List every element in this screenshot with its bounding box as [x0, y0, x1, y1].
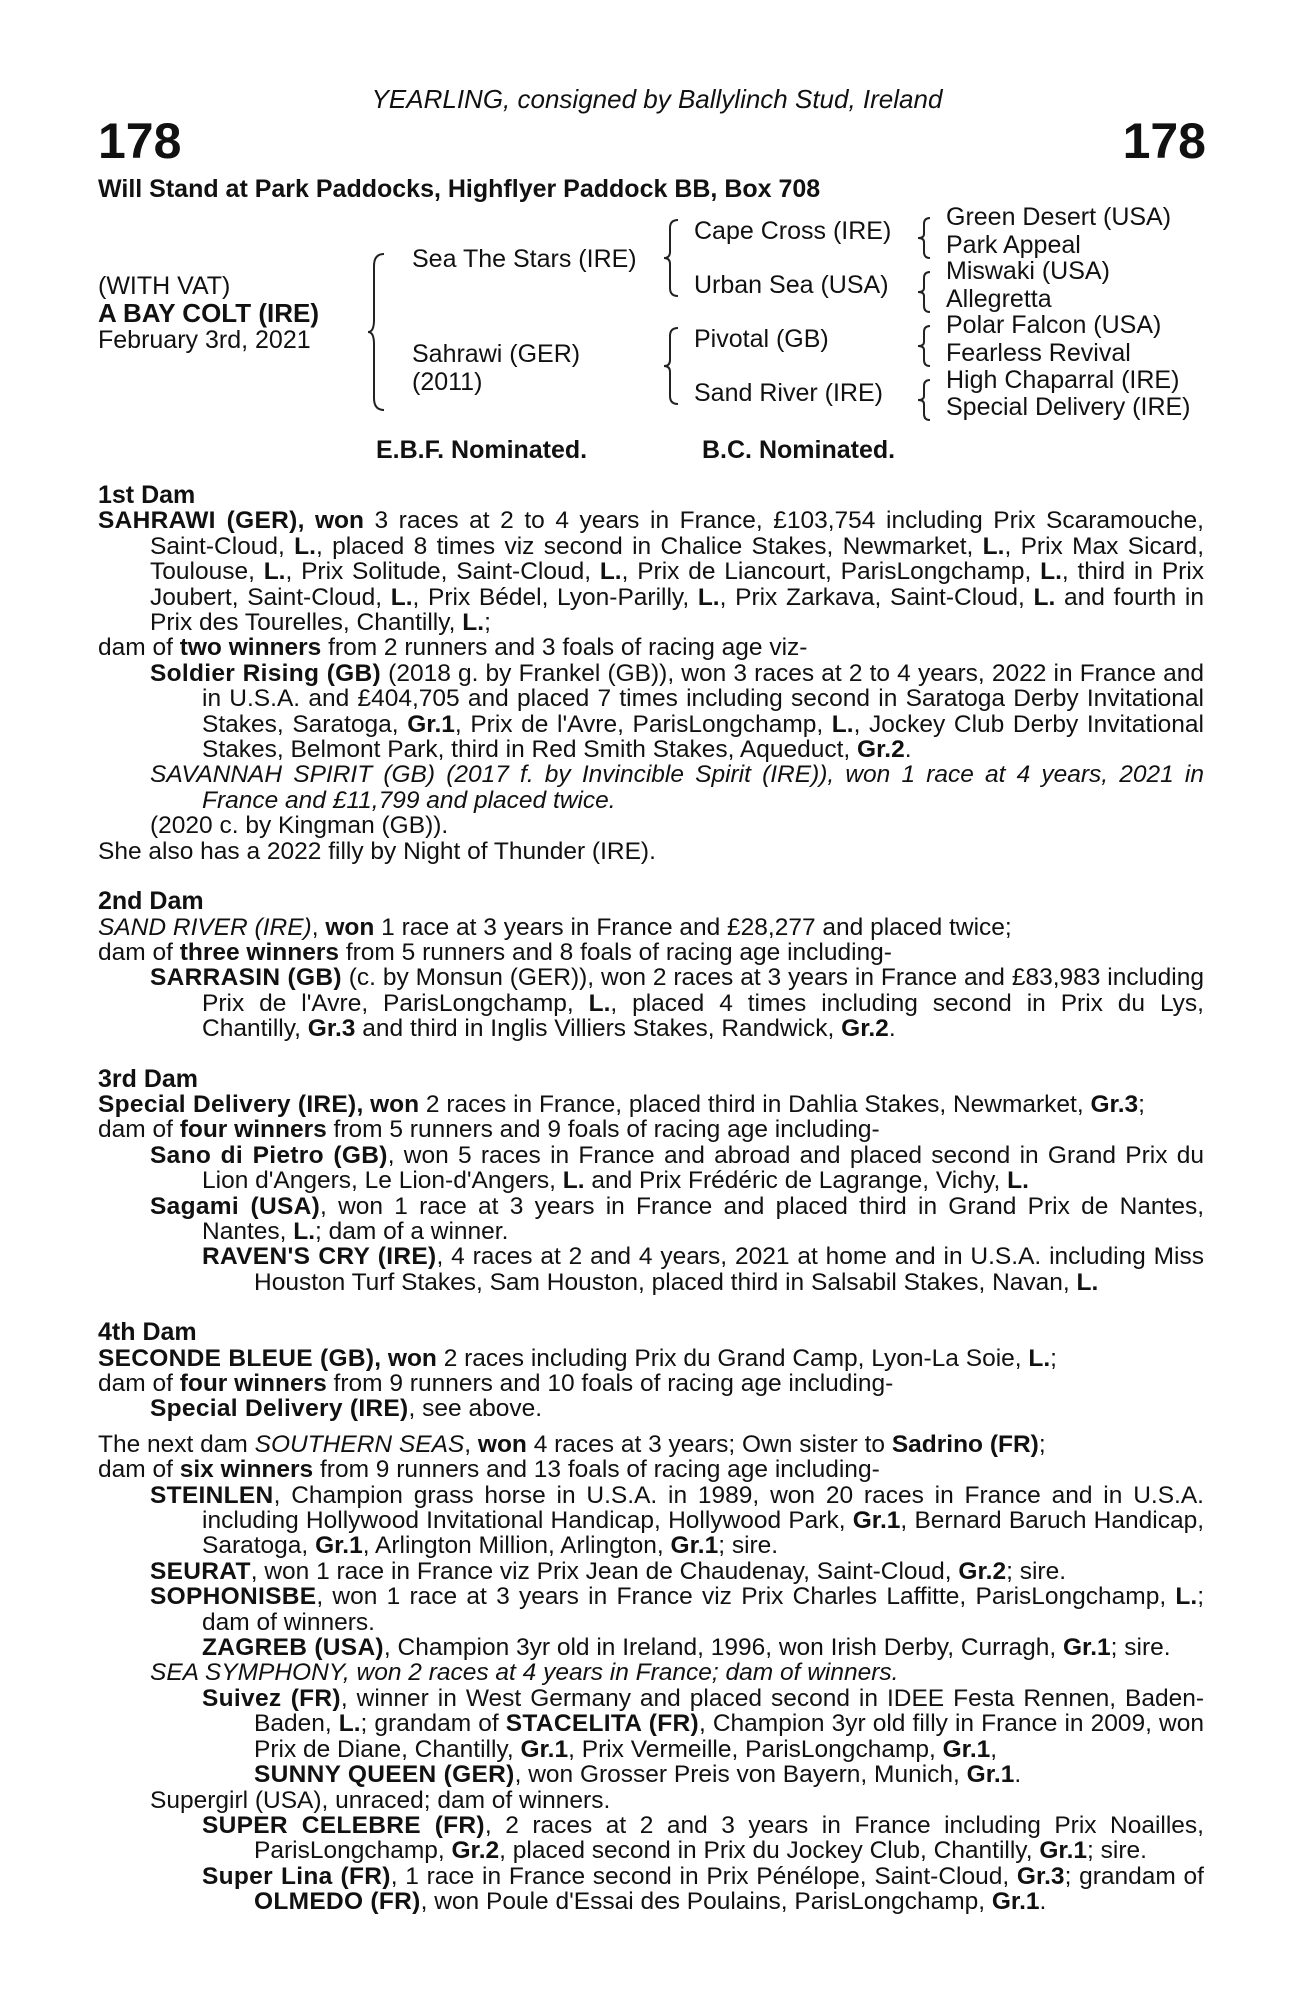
text: ; grandam of	[1064, 1862, 1204, 1890]
pedigree-brace-6	[918, 324, 932, 368]
listed-mark: L.	[1040, 558, 1062, 586]
dam1-text: , Prix Solitude, Saint-Cloud,	[285, 558, 600, 586]
ebf-nominated: E.B.F. Nominated.	[376, 436, 588, 464]
text: , Bernard Baruch Handicap, Saratoga,	[202, 1507, 1205, 1560]
pedigree-ddd: Special Delivery (IRE)	[946, 393, 1191, 421]
next-dam-name: SOUTHERN SEAS	[254, 1430, 465, 1458]
grade-mark: Gr.1	[407, 710, 455, 738]
text: , won 1 race at 3 years in France viz Prix Charles Laffitte, ParisLongchamp,	[316, 1583, 1176, 1611]
next-produce-8	[202, 1813, 1204, 1864]
pedigree-brace-7	[918, 378, 932, 422]
text: ; sire.	[1087, 1837, 1147, 1865]
listed-mark: L.	[1033, 583, 1056, 611]
listed-mark: L.	[1007, 1167, 1029, 1195]
pedigree-brace-5	[918, 270, 932, 314]
dam1-heading: 1st Dam	[98, 481, 196, 509]
text: , 4 races at 2 and 4 years, 2021 at home and in U.S.A. including Miss Houston Turf Stakes, Sam Houston, placed third in Salsabil Stakes, Navan,	[254, 1243, 1205, 1296]
text: .	[1039, 1888, 1047, 1916]
text: from 9 runners and 13 foals of racing age including-	[313, 1456, 880, 1484]
listed-mark: L.	[294, 532, 316, 560]
produce-name: STEINLEN	[150, 1481, 274, 1509]
text: , placed 4 times including second in Prix du Lys, Chantilly,	[202, 989, 1204, 1043]
won-mark: won	[325, 913, 375, 941]
vat-note: (WITH VAT)	[98, 272, 231, 300]
pedigree-brace-3	[664, 326, 680, 406]
next-produce-3	[150, 1584, 1204, 1635]
grade-mark: Gr.1	[520, 1735, 569, 1763]
grade-mark: Gr.1	[1062, 1634, 1111, 1662]
grade-mark: Gr.3	[1016, 1862, 1065, 1890]
dam3-produce-summary	[98, 1117, 1204, 1142]
grade-mark: Gr.1	[1039, 1837, 1088, 1865]
pedigree-sire-dam: Urban Sea (USA)	[694, 271, 889, 299]
text: dam of	[98, 1456, 180, 1484]
produce-name: SEURAT	[150, 1557, 251, 1585]
grade-mark: Gr.1	[315, 1532, 363, 1560]
pedigree-sire-sire: Cape Cross (IRE)	[694, 217, 892, 245]
dam3-name: Special Delivery (IRE)	[98, 1090, 357, 1118]
text: ; grandam of	[360, 1710, 506, 1738]
grade-mark: Gr.1	[852, 1507, 901, 1535]
dam4-produce-summary	[98, 1371, 1204, 1396]
text: , won Grosser Preis von Bayern, Munich,	[514, 1761, 967, 1789]
listed-mark: L.	[293, 1217, 316, 1245]
listed-mark: L.	[390, 583, 413, 611]
next-dam-record	[98, 1432, 1204, 1457]
produce-name: SUPER CELEBRE (FR)	[202, 1811, 485, 1839]
won-mark: , won	[356, 1090, 420, 1118]
text: dam of	[98, 938, 180, 966]
text: , Champion 3yr old in Ireland, 1996, won Irish Derby, Curragh,	[383, 1634, 1063, 1662]
text: (c. by Monsun (GER)), won 2 races at 3 years in France and £83,983 including Prix de l'Avre, ParisLongchamp,	[202, 964, 1204, 1017]
dam1-won: , won	[297, 507, 364, 535]
dam1-text: , Prix Zarkava, Saint-Cloud,	[719, 583, 1034, 611]
text: ,	[311, 913, 326, 941]
text: ; sire.	[718, 1532, 779, 1560]
dam4-produce-1	[150, 1396, 1204, 1421]
text: , won 1 race in France viz Prix Jean de Chaudenay, Saint-Cloud,	[250, 1557, 959, 1585]
next-produce-5	[150, 1660, 1204, 1685]
text: dam of	[98, 1370, 180, 1397]
catalogue-body	[98, 483, 1204, 1915]
won-mark: won	[477, 1430, 527, 1458]
grandchild-name: STACELITA (FR)	[505, 1710, 699, 1738]
produce-name: ZAGREB (USA)	[202, 1634, 384, 1662]
pedigree-brace-2	[664, 218, 680, 298]
winners-count: four winners	[179, 1370, 327, 1397]
produce-name: Soldier Rising (GB)	[150, 659, 381, 687]
pedigree-brace-1	[368, 252, 386, 412]
text: , 1 race in France second in Prix Pénélope, Saint-Cloud,	[390, 1862, 1017, 1890]
text: The next dam	[98, 1430, 255, 1458]
text: ;	[1138, 1090, 1145, 1118]
produce-name: SARRASIN (GB)	[150, 964, 342, 992]
won-mark: , won	[374, 1344, 437, 1372]
text: , Jockey Club Derby Invitational Stakes, Belmont Park, third in Red Smith Stakes, Aqueduct,	[202, 710, 1205, 764]
dam3-record	[98, 1092, 1204, 1117]
grade-mark: Gr.1	[942, 1735, 991, 1763]
sister-name: Sadrino (FR)	[891, 1430, 1039, 1458]
text: ,	[990, 1735, 998, 1763]
produce-name: SOPHONISBE	[150, 1583, 317, 1611]
pedigree-dam-sire: Pivotal (GB)	[694, 325, 829, 353]
text: ;	[1038, 1430, 1046, 1458]
text: , winner in West Germany and placed second in IDEE Festa Rennen, Baden-Baden,	[254, 1684, 1204, 1738]
winners-count: three winners	[179, 938, 340, 966]
horse-name: A BAY COLT (IRE)	[98, 298, 320, 328]
dam1-text: and fourth in Prix des Tourelles, Chantilly,	[150, 583, 1204, 637]
pedigree-dss: Polar Falcon (USA)	[946, 311, 1162, 339]
produce-name: Special Delivery (IRE)	[150, 1395, 409, 1423]
listed-mark: L.	[462, 609, 485, 637]
dam1-produce-3: (2020 c. by Kingman (GB)).	[150, 812, 449, 840]
consignor-line: YEARLING, consigned by Ballylinch Stud, Ireland	[371, 84, 943, 114]
produce-record: SAVANNAH SPIRIT (GB) (2017 f. by Invincible Spirit (IRE)), won 1 race at 4 years, 2021 in France and £11,799 and placed twice.	[150, 761, 1204, 814]
dam3-produce-3	[202, 1244, 1204, 1295]
produce-name: Sano di Pietro (GB)	[150, 1141, 388, 1169]
grade-mark: Gr.2	[451, 1837, 500, 1865]
dam2-name: SAND RIVER (IRE)	[98, 913, 312, 941]
produce-name: Suivez (FR)	[202, 1684, 341, 1712]
text: , Prix Vermeille, ParisLongchamp,	[568, 1735, 943, 1763]
listed-mark: L.	[599, 558, 622, 586]
text: 1 race at 3 years in France and £28,277 and placed twice;	[374, 913, 1012, 941]
text: , won 5 races in France and abroad and placed second in Grand Prix du Lion d'Angers, Le Lion-d'Angers,	[202, 1141, 1204, 1195]
dam1-produce-1	[150, 661, 1204, 763]
winners-count: four winners	[179, 1116, 327, 1144]
text: , Prix de l'Avre, ParisLongchamp,	[454, 710, 832, 738]
text: and third in Inglis Villiers Stakes, Randwick,	[355, 1015, 842, 1043]
pedigree-ssd: Park Appeal	[946, 231, 1081, 259]
text: (2018 g. by Frankel (GB)), won 3 races at 2 to 4 years, 2022 in France and in U.S.A. and £404,705 and placed 7 times including second in Saratoga Derby Invitational Stakes, Saratoga,	[202, 659, 1205, 738]
text: ; sire.	[1110, 1634, 1171, 1662]
listed-mark: L.	[338, 1710, 361, 1738]
text: ,	[464, 1430, 478, 1458]
listed-mark: L.	[263, 558, 286, 586]
listed-mark: L.	[588, 989, 611, 1017]
pedigree-sss: Green Desert (USA)	[946, 203, 1172, 231]
grade-mark: Gr.2	[958, 1557, 1007, 1585]
text: .	[1014, 1761, 1022, 1789]
grade-mark: Gr.3	[1090, 1090, 1139, 1118]
dam1-text: , Prix Bédel, Lyon-Parilly,	[412, 583, 698, 611]
dam1-text: , third in Prix Joubert, Saint-Cloud,	[150, 558, 1205, 611]
text: from 5 runners and 8 foals of racing age including-	[339, 938, 892, 966]
lot-number-right: 178	[1122, 113, 1206, 169]
pedigree-dam: Sahrawi (GER)	[412, 340, 581, 368]
dam4-heading: 4th Dam	[98, 1318, 197, 1347]
dam4-record	[98, 1346, 1204, 1371]
text: .	[904, 736, 912, 764]
next-produce-4	[202, 1635, 1204, 1660]
dam3-heading: 3rd Dam	[98, 1064, 199, 1093]
pedigree-sire: Sea The Stars (IRE)	[412, 245, 637, 273]
produce-record: SEA SYMPHONY, won 2 races at 4 years in France; dam of winners.	[150, 1659, 899, 1687]
grandchild-name: OLMEDO (FR)	[254, 1888, 421, 1916]
pedigree-sdd: Allegretta	[946, 285, 1052, 313]
stand-location: Will Stand at Park Paddocks, Highflyer Paddock BB, Box 708	[98, 175, 821, 203]
bc-nominated: B.C. Nominated.	[702, 436, 896, 464]
text: from 9 runners and 10 foals of racing age including-	[326, 1370, 894, 1397]
dam4-name: SECONDE BLEUE (GB)	[98, 1344, 375, 1372]
dam1-text: ;	[484, 609, 491, 637]
dam1-produce-2	[150, 762, 1204, 813]
grade-mark: Gr.2	[857, 736, 905, 764]
text: , won 1 race at 3 years in France and placed third in Grand Prix de Nantes, Nantes,	[202, 1192, 1204, 1245]
dam2-produce-1	[150, 965, 1204, 1041]
grandchild-name: SUNNY QUEEN (GER)	[254, 1761, 515, 1789]
pedigree-dsd: Fearless Revival	[946, 339, 1131, 367]
text: ; dam of winners.	[202, 1583, 1204, 1636]
dam2-produce-summary	[98, 940, 1204, 965]
dam1-also: She also has a 2022 filly by Night of Thunder (IRE).	[98, 837, 656, 865]
listed-mark: L.	[1175, 1583, 1198, 1611]
winners-count: six winners	[179, 1456, 314, 1484]
text: , Arlington Million, Arlington,	[362, 1532, 671, 1560]
grade-mark: Gr.2	[841, 1015, 889, 1043]
produce-name: Sagami (USA)	[150, 1192, 321, 1220]
pedigree-brace-4	[918, 216, 932, 260]
text: 4 races at 3 years; Own sister to	[526, 1430, 892, 1458]
grade-mark: Gr.1	[991, 1888, 1040, 1916]
dam1-text: , Prix de Liancourt, ParisLongchamp,	[621, 558, 1041, 586]
text: 2 races in France, placed third in Dahlia Stakes, Newmarket,	[419, 1090, 1091, 1118]
text: , Champion grass horse in U.S.A. in 1989, won 20 races in France and in U.S.A. including Hollywood Invitational Handicap, Hollywood Park,	[202, 1481, 1204, 1535]
listed-mark: L.	[1076, 1268, 1099, 1296]
text: ; sire.	[1006, 1557, 1067, 1585]
grade-mark: Gr.1	[966, 1761, 1015, 1789]
next-produce-7: Supergirl (USA), unraced; dam of winners.	[150, 1786, 611, 1814]
text: ;	[1050, 1344, 1057, 1372]
dam1-record	[98, 508, 1204, 635]
listed-mark: L.	[982, 532, 1005, 560]
next-produce-1	[150, 1483, 1204, 1559]
produce-name: RAVEN'S CRY (IRE)	[202, 1243, 437, 1271]
text: ; dam of a winner.	[315, 1217, 509, 1245]
dam1-text: , Prix Max Sicard, Toulouse,	[150, 532, 1204, 586]
pedigree-dds: High Chaparral (IRE)	[946, 366, 1180, 394]
dam1-text: 3 races at 2 to 4 years in France, £103,754 including Prix Scaramouche, Saint-Cloud,	[150, 507, 1204, 560]
next-produce-9	[202, 1864, 1204, 1915]
pedigree-dam-dam: Sand River (IRE)	[694, 379, 883, 407]
text: from 5 runners and 9 foals of racing age including-	[326, 1116, 880, 1144]
grade-mark: Gr.1	[670, 1532, 719, 1560]
text: from 2 runners and 3 foals of racing age viz-	[321, 634, 808, 662]
dam1-text: , placed 8 times viz second in Chalice Stakes, Newmarket,	[315, 532, 983, 560]
text: and Prix Frédéric de Lagrange, Vichy,	[584, 1167, 1008, 1195]
dam1-produce-summary	[98, 635, 1204, 660]
next-dam-produce-summary	[98, 1457, 1204, 1482]
text: , placed second in Prix du Jockey Club, Chantilly,	[499, 1837, 1040, 1865]
pedigree-sds: Miswaki (USA)	[946, 257, 1110, 285]
dam1-name: SAHRAWI (GER)	[98, 507, 298, 535]
text: dam of	[98, 1116, 180, 1144]
dam3-produce-1	[150, 1143, 1204, 1194]
next-produce-2	[150, 1559, 1204, 1584]
listed-mark: L.	[562, 1167, 585, 1195]
listed-mark: L.	[1028, 1344, 1051, 1372]
text: dam of	[98, 634, 180, 662]
text: , won Poule d'Essai des Poulains, ParisLongchamp,	[420, 1888, 992, 1916]
listed-mark: L.	[831, 710, 854, 738]
text: 2 races including Prix du Grand Camp, Lyon-La Soie,	[436, 1344, 1029, 1372]
text: , 2 races at 2 and 3 years in France including Prix Noailles, ParisLongchamp,	[254, 1811, 1204, 1865]
next-produce-6	[202, 1686, 1204, 1788]
dam2-heading: 2nd Dam	[98, 887, 204, 916]
dam2-record	[98, 915, 1204, 940]
lot-number-left: 178	[98, 113, 182, 169]
text: , Champion 3yr old filly in France in 2009, won Prix de Diane, Chantilly,	[254, 1710, 1204, 1763]
foaling-date: February 3rd, 2021	[98, 326, 311, 354]
grade-mark: Gr.3	[307, 1015, 356, 1043]
text: , see above.	[408, 1395, 542, 1423]
listed-mark: L.	[697, 583, 720, 611]
dam3-produce-2	[150, 1194, 1204, 1245]
winners-count: two winners	[179, 634, 322, 662]
produce-name: Super Lina (FR)	[202, 1862, 391, 1890]
text: .	[888, 1015, 896, 1043]
pedigree-dam-year: (2011)	[412, 368, 483, 396]
